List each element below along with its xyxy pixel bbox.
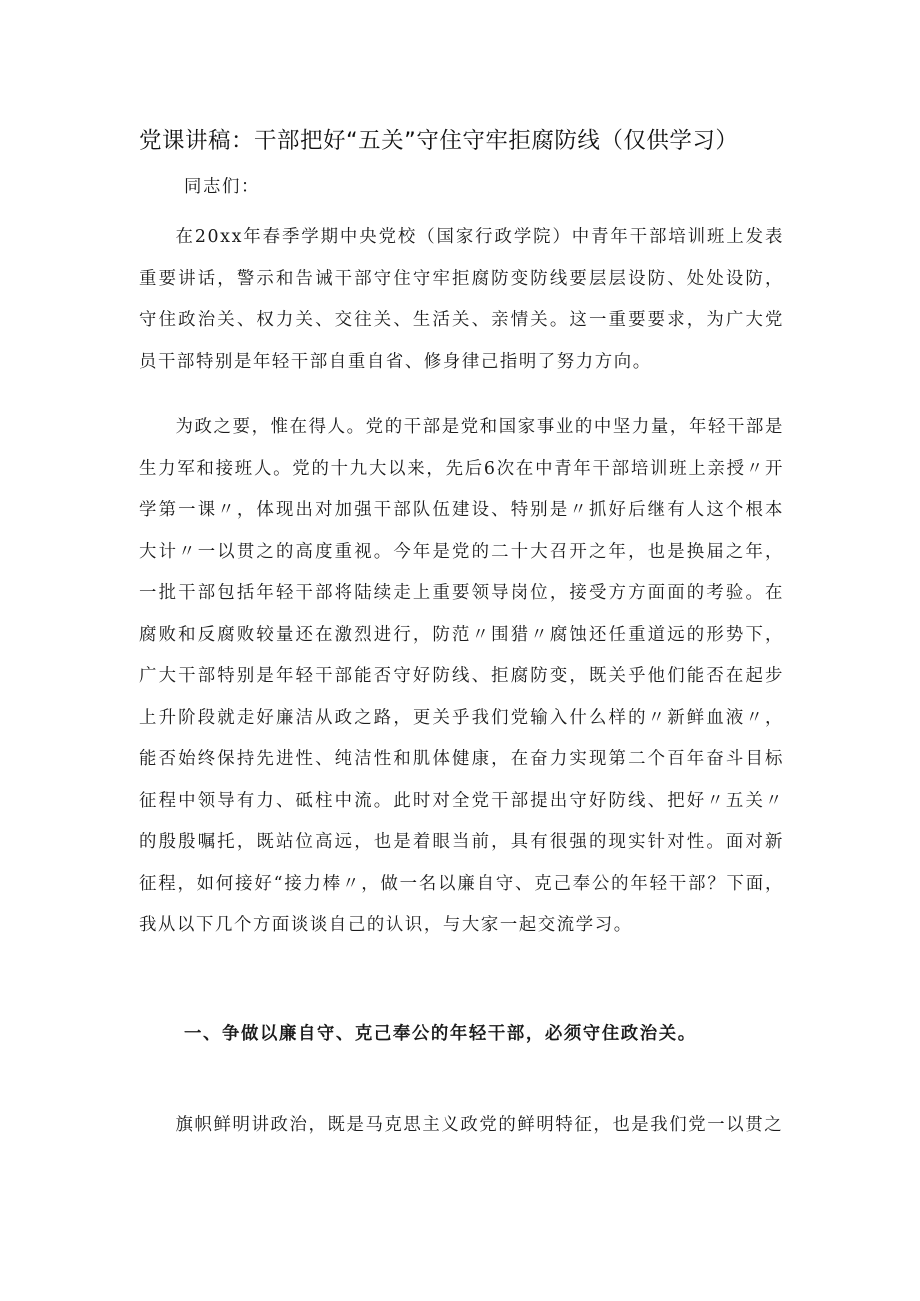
salutation: 同志们： (184, 177, 260, 197)
section-heading: 一、争做以廉自守、克己奉公的年轻干部，必须守住政治关。 (184, 1024, 697, 1044)
document-title: 党课讲稿：干部把好“五关”守住守牢拒腐防线（仅供学习） (139, 128, 739, 154)
paragraph-intro: 在20xx年春季学期中央党校（国家行政学院）中青年干部培训班上发表重要讲话，警示和告诫干部守住守牢拒腐防变防线要层层设防、处处设防，守住政治关、权力关、交往关、生活关、亲情关。这一重要要求，为广大党员干部特别是年轻干部自重自省、修身律己指明了努力方向。 (139, 227, 784, 372)
paragraph-section-one: 旗帜鲜明讲政治，既是马克思主义政党的鲜明特征，也是我们党一以贯之 (175, 1115, 784, 1135)
paragraph-context: 为政之要，惟在得人。党的干部是党和国家事业的中坚力量，年轻干部是生力军和接班人。党的十九大以来，先后6次在中青年干部培训班上亲授〃开学第一课〃，体现出对加强干部队伍建设、特别是〃抓好后继有人这个根本大计〃一以贯之的高度重视。今年是党的二十大召开之年，也是换届之年，一批干部包括年轻干部将陆续走上重要领导岗位，接受方方面面的考验。在腐败和反腐败较量还在激烈进行，防范〃围猎〃腐蚀还任重道远的形势下，广大干部特别是年轻干部能否守好防线、拒腐防变，既关乎他们能否在起步上升阶段就走好廉洁从政之路，更关乎我们党输入什么样的〃新鲜血液〃，能否始终保持先进性、纯洁性和肌体健康，在奋力实现第二个百年奋斗目标征程中领导有力、砥柱中流。此时对全党干部提出守好防线、把好〃五关〃的殷殷嘱托，既站位高远，也是着眼当前，具有很强的现实针对性。面对新征程，如何接好“接力棒〃，做一名以廉自守、克己奉公的年轻干部？下面，我从以下几个方面谈谈自己的认识，与大家一起交流学习。 (139, 417, 784, 935)
